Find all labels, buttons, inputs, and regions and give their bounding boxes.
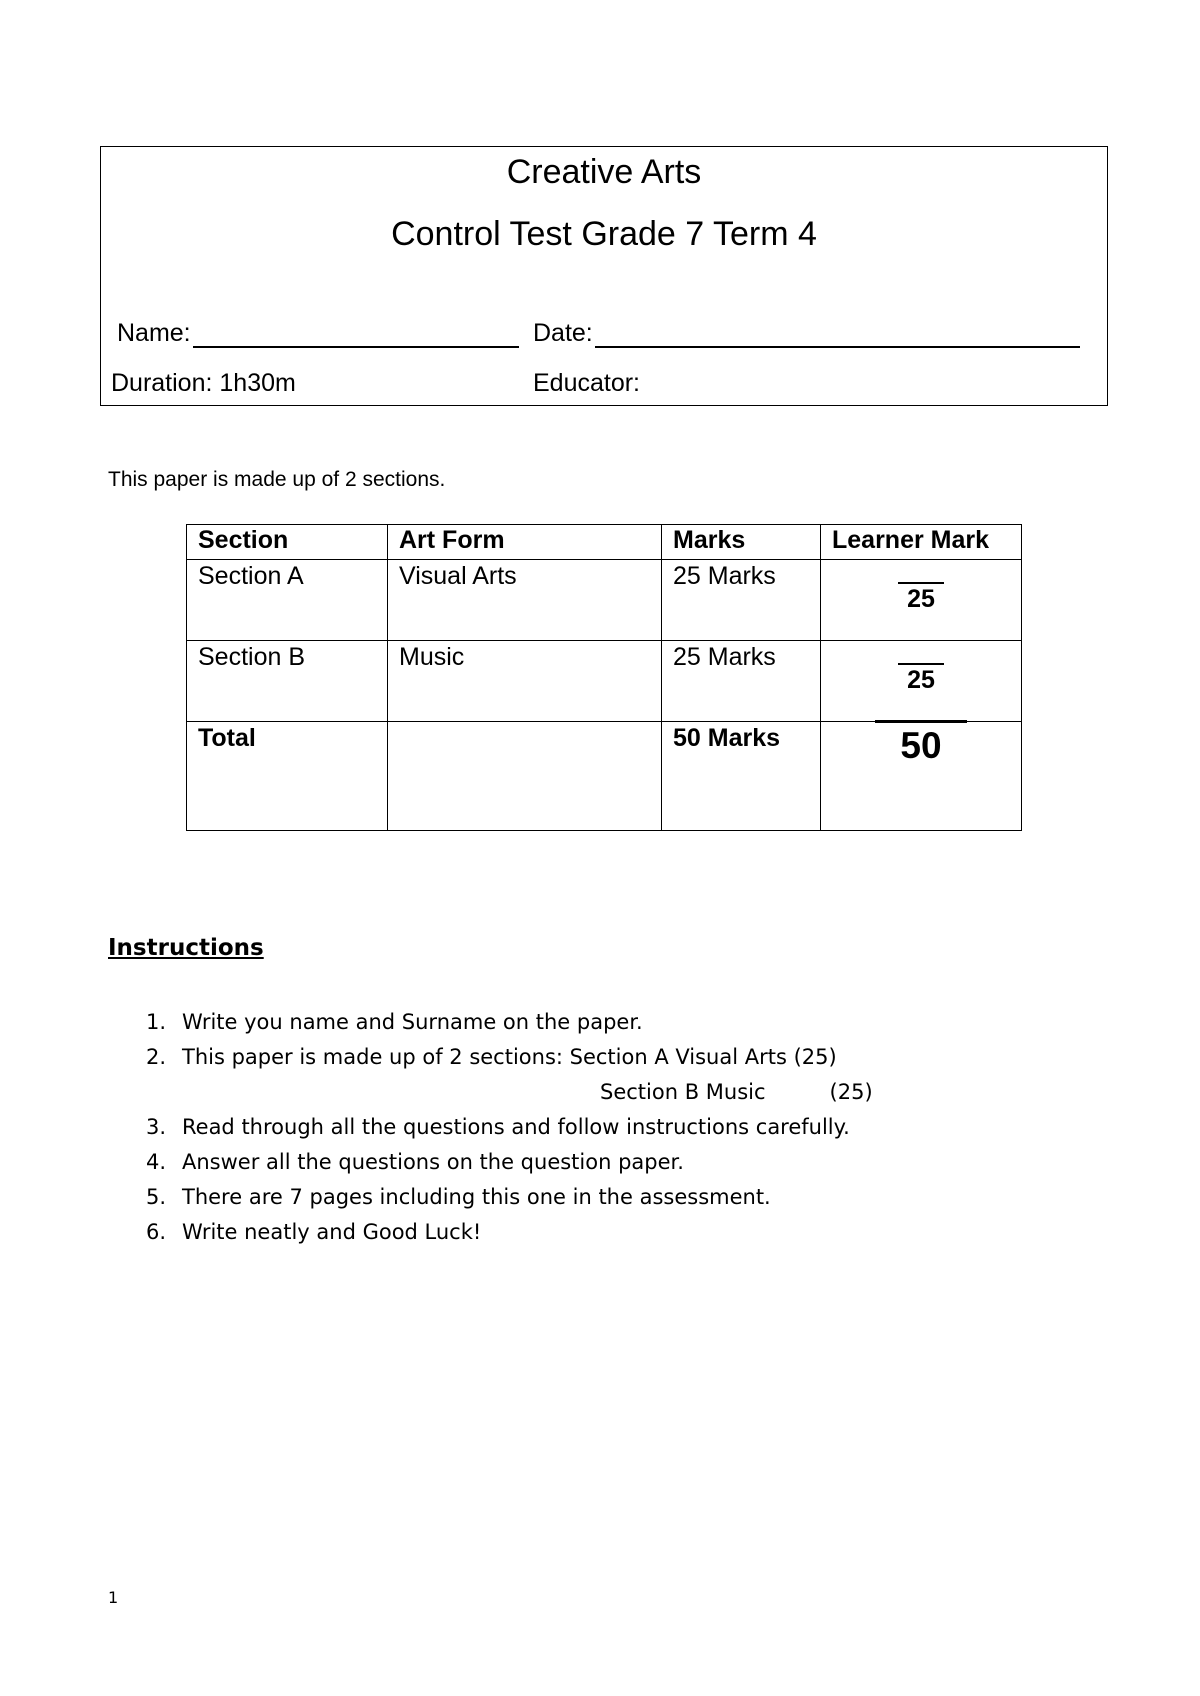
cell-total-art-form	[388, 722, 662, 831]
table-row	[187, 560, 1022, 641]
section-b-label: Section B Music	[600, 1080, 766, 1104]
header-box	[100, 146, 1108, 406]
out-of-value: 25	[907, 585, 935, 613]
item-number: 3.	[146, 1115, 167, 1139]
out-of-value: 25	[907, 666, 935, 694]
duration: Duration: 1h30m	[111, 369, 296, 397]
list-item	[146, 1180, 873, 1215]
name-label: Name:	[117, 319, 191, 347]
item-number: 2.	[146, 1045, 167, 1069]
cell-section: Section A	[187, 560, 388, 641]
item-text: This paper is made up of 2 sections: Section A Visual Arts (25)	[182, 1045, 837, 1069]
list-item-continuation	[146, 1075, 873, 1110]
list-item	[146, 1215, 873, 1250]
instructions-heading: Instructions	[108, 935, 264, 961]
table-total-row	[187, 722, 1022, 831]
name-line[interactable]	[193, 320, 519, 348]
item-text: Answer all the questions on the question paper.	[182, 1150, 684, 1174]
list-item	[146, 1110, 873, 1145]
subject-title: Creative Arts	[506, 153, 702, 191]
total-fraction	[875, 720, 967, 767]
header-section: Section	[187, 525, 388, 560]
page-number: 1	[108, 1588, 119, 1607]
cell-learner-mark[interactable]	[821, 641, 1022, 722]
header-art-form: Art Form	[388, 525, 662, 560]
total-out-of-value: 50	[900, 725, 942, 766]
cell-section: Section B	[187, 641, 388, 722]
date-field[interactable]	[533, 319, 1080, 348]
item-text: There are 7 pages including this one in the assessment.	[182, 1185, 771, 1209]
item-number: 6.	[146, 1220, 167, 1244]
header-marks: Marks	[662, 525, 821, 560]
cell-art-form: Visual Arts	[388, 560, 662, 641]
section-b-marks: (25)	[829, 1080, 873, 1104]
cell-total-learner-mark[interactable]	[821, 722, 1022, 831]
cell-learner-mark[interactable]	[821, 560, 1022, 641]
list-item	[146, 1040, 873, 1075]
date-label: Date:	[533, 319, 593, 347]
mark-fraction	[898, 663, 944, 695]
sections-table	[186, 524, 1022, 831]
table-row	[187, 641, 1022, 722]
header-learner-mark: Learner Mark	[821, 525, 1022, 560]
cell-marks: 25 Marks	[662, 641, 821, 722]
mark-fraction	[898, 582, 944, 614]
test-title: Control Test Grade 7 Term 4	[391, 215, 817, 253]
cell-marks: 25 Marks	[662, 560, 821, 641]
date-line[interactable]	[595, 320, 1080, 348]
cell-art-form: Music	[388, 641, 662, 722]
intro-text: This paper is made up of 2 sections.	[108, 468, 446, 491]
list-item	[146, 1145, 873, 1180]
educator-label: Educator:	[533, 369, 641, 397]
item-number: 4.	[146, 1150, 167, 1174]
name-field[interactable]	[117, 319, 519, 348]
item-text: Write neatly and Good Luck!	[182, 1220, 482, 1244]
cell-total-label: Total	[187, 722, 388, 831]
instructions-list	[146, 1005, 873, 1250]
fraction-bar	[898, 582, 944, 584]
item-number: 5.	[146, 1185, 167, 1209]
item-number: 1.	[146, 1010, 167, 1034]
item-text: Read through all the questions and follow instructions carefully.	[182, 1115, 850, 1139]
list-item	[146, 1005, 873, 1040]
cell-total-marks: 50 Marks	[662, 722, 821, 831]
table-header-row	[187, 525, 1022, 560]
item-text: Write you name and Surname on the paper.	[182, 1010, 643, 1034]
fraction-bar	[875, 720, 967, 723]
fraction-bar	[898, 663, 944, 665]
